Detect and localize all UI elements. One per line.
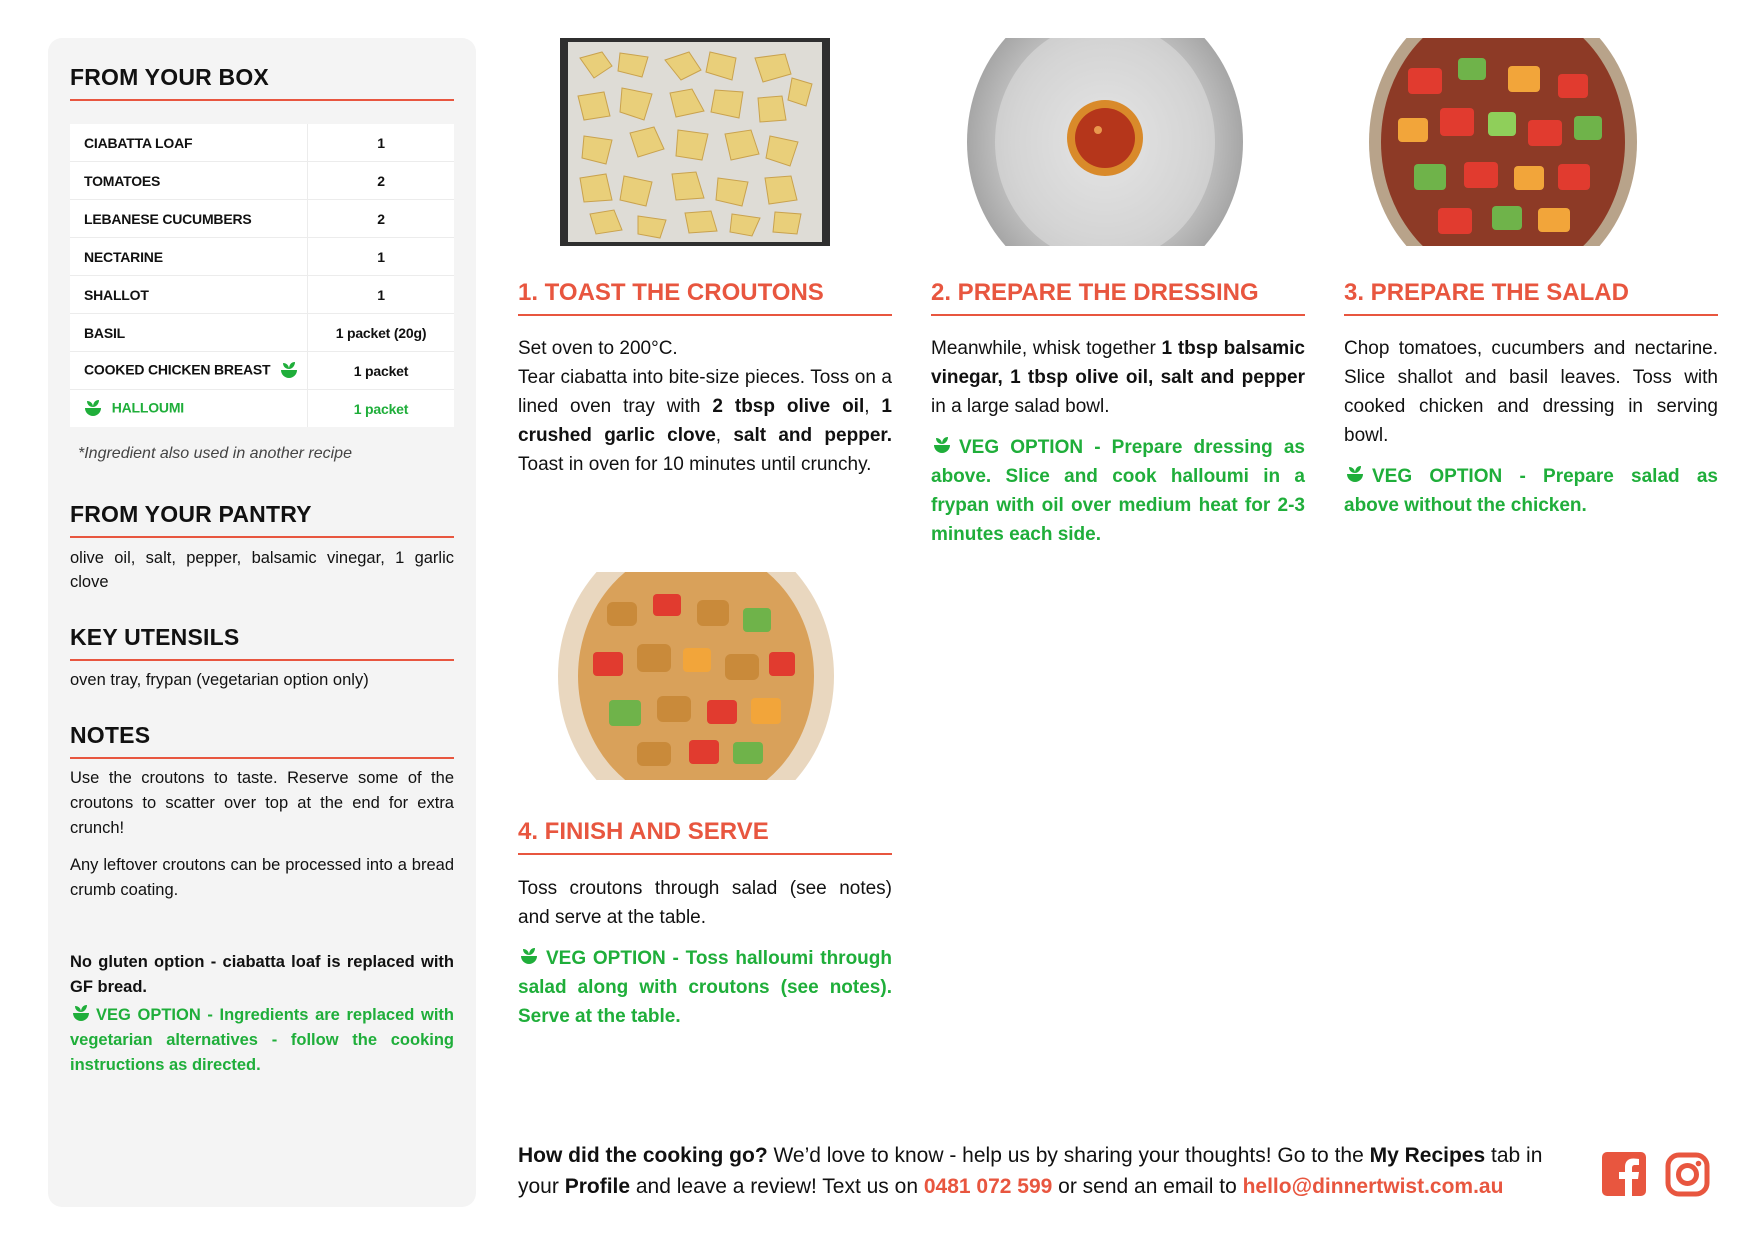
- veg-leaf-icon: [278, 361, 300, 381]
- ingredients-table: [70, 124, 454, 427]
- veg-leaf-icon: [82, 399, 104, 419]
- step-ingredient: 1 crushed garlic clove: [518, 396, 892, 446]
- footer-question: How did the cooking go?: [518, 1144, 768, 1167]
- step-2-title: 2. PREPARE THE DRESSING: [931, 279, 1305, 316]
- step-ingredient: 2 tbsp olive oil: [712, 396, 865, 417]
- ingredient-name: LEBANESE CUCUMBERS: [70, 200, 308, 238]
- notes-paragraph: Use the croutons to taste. Reserve some of the croutons to scatter over top at the end for extra crunch!: [70, 769, 454, 837]
- my-recipes-label: My Recipes: [1369, 1144, 1486, 1167]
- utensils-heading: KEY UTENSILS: [70, 624, 454, 661]
- ingredient-name: COOKED CHICKEN BREAST: [84, 361, 271, 378]
- instagram-icon[interactable]: [1665, 1152, 1710, 1197]
- from-your-box-heading: FROM YOUR BOX: [70, 64, 454, 101]
- notes-heading: NOTES: [70, 722, 454, 759]
- step-text: in a large salad bowl.: [931, 396, 1110, 417]
- ingredient-name: HALLOUMI: [111, 399, 184, 416]
- ingredient-name: SHALLOT: [70, 276, 308, 314]
- step-1-title: 1. TOAST THE CROUTONS: [518, 279, 892, 316]
- veg-leaf-icon: [931, 436, 953, 456]
- table-row: [70, 200, 454, 238]
- footnote: *Ingredient also used in another recipe: [78, 445, 352, 462]
- notes-paragraph: Any leftover croutons can be processed into a bread crumb coating.: [70, 856, 454, 899]
- footer-text: tab in your: [518, 1144, 1543, 1198]
- step-3-title: 3. PREPARE THE SALAD: [1344, 279, 1718, 316]
- ingredient-qty: 1 packet: [308, 390, 455, 428]
- step-2-veg-option: [931, 433, 1305, 549]
- step-3-body: Chop tomatoes, cucumbers and nectarine. Slice shallot and basil leaves. Toss with cooked chicken and dressing in serving bowl.: [1344, 338, 1718, 446]
- step-3-veg-option: [1344, 462, 1718, 520]
- step-text: ,: [864, 396, 882, 417]
- step-text: Toast in oven for 10 minutes until crunchy.: [518, 454, 872, 475]
- step-ingredient: salt and pepper.: [733, 425, 893, 446]
- sidebar-panel: [48, 38, 476, 1207]
- profile-label: Profile: [564, 1175, 631, 1198]
- ingredient-qty: 2: [308, 162, 455, 200]
- utensils-text: oven tray, frypan (vegetarian option only): [70, 671, 369, 689]
- table-row: [70, 352, 454, 390]
- ingredient-name-cell: [70, 352, 308, 390]
- step-4-veg-option: [518, 944, 892, 1031]
- ingredient-name: CIABATTA LOAF: [70, 124, 308, 162]
- ingredient-name: NECTARINE: [70, 238, 308, 276]
- notes-veg-option: [70, 1003, 454, 1078]
- step-4-body: Toss croutons through salad (see notes) and serve at the table.: [518, 878, 892, 928]
- step-text: ,: [715, 425, 734, 446]
- ingredient-name-cell: [70, 390, 308, 428]
- footer-text: or send an email to: [1052, 1175, 1243, 1198]
- step-ingredient: 1 tbsp balsamic vinegar, 1 tbsp olive oil, salt and pepper: [931, 338, 1305, 388]
- footer-text: We’d love to know - help us by sharing your thoughts! Go to the: [767, 1144, 1370, 1167]
- notes-gluten-option: No gluten option - ciabatta loaf is replaced with GF bread.: [70, 953, 454, 996]
- veg-leaf-icon: [70, 1004, 92, 1024]
- ingredient-qty: 2: [308, 200, 455, 238]
- step-2-body: [931, 334, 1305, 421]
- step-text: Meanwhile, whisk together: [931, 338, 1162, 359]
- ingredient-qty: 1: [308, 276, 455, 314]
- ingredient-name: TOMATOES: [70, 162, 308, 200]
- finished-salad-photo: [557, 572, 835, 780]
- veg-option-text: VEG OPTION - Prepare dressing as above. Slice and cook halloumi in a frypan with oil over medium heat for 2-3 minutes each side.: [931, 437, 1305, 545]
- ingredient-name: BASIL: [70, 314, 308, 352]
- table-row: [70, 162, 454, 200]
- footer-text: and leave a review! Text us on: [630, 1175, 924, 1198]
- table-row: [70, 314, 454, 352]
- table-row: [70, 390, 454, 428]
- notes-veg-text: VEG OPTION - Ingredients are replaced with vegetarian alternatives - follow the cooking instructions as directed.: [70, 1006, 454, 1074]
- pantry-heading: FROM YOUR PANTRY: [70, 501, 454, 538]
- facebook-icon[interactable]: [1602, 1152, 1646, 1196]
- phone-number-link[interactable]: 0481 072 599: [923, 1175, 1053, 1198]
- ingredient-qty: 1: [308, 238, 455, 276]
- veg-leaf-icon: [1344, 465, 1366, 485]
- email-link[interactable]: hello@dinnertwist.com.au: [1242, 1175, 1504, 1198]
- croutons-tray-photo: [560, 38, 830, 246]
- pantry-text: olive oil, salt, pepper, balsamic vinegar, 1 garlic clove: [70, 549, 454, 591]
- ingredient-qty: 1 packet: [308, 352, 455, 390]
- ingredient-qty: 1 packet (20g): [308, 314, 455, 352]
- ingredient-qty: 1: [308, 124, 455, 162]
- veg-leaf-icon: [518, 947, 540, 967]
- step-4-title: 4. FINISH AND SERVE: [518, 818, 892, 855]
- dressing-bowl-photo: [960, 38, 1250, 246]
- table-row: [70, 276, 454, 314]
- salad-bowl-photo: [1368, 38, 1638, 246]
- veg-option-text: VEG OPTION - Toss halloumi through salad along with croutons (see notes). Serve at the table.: [518, 948, 892, 1027]
- step-1-body: [518, 334, 892, 479]
- feedback-footer: [518, 1140, 1578, 1202]
- veg-option-text: VEG OPTION - Prepare salad as above without the chicken.: [1344, 466, 1718, 516]
- step-text: Tear ciabatta into bite-size pieces. Toss on a lined oven tray with: [518, 367, 892, 417]
- step-text: Set oven to 200°C.: [518, 338, 678, 359]
- table-row: [70, 238, 454, 276]
- table-row: [70, 124, 454, 162]
